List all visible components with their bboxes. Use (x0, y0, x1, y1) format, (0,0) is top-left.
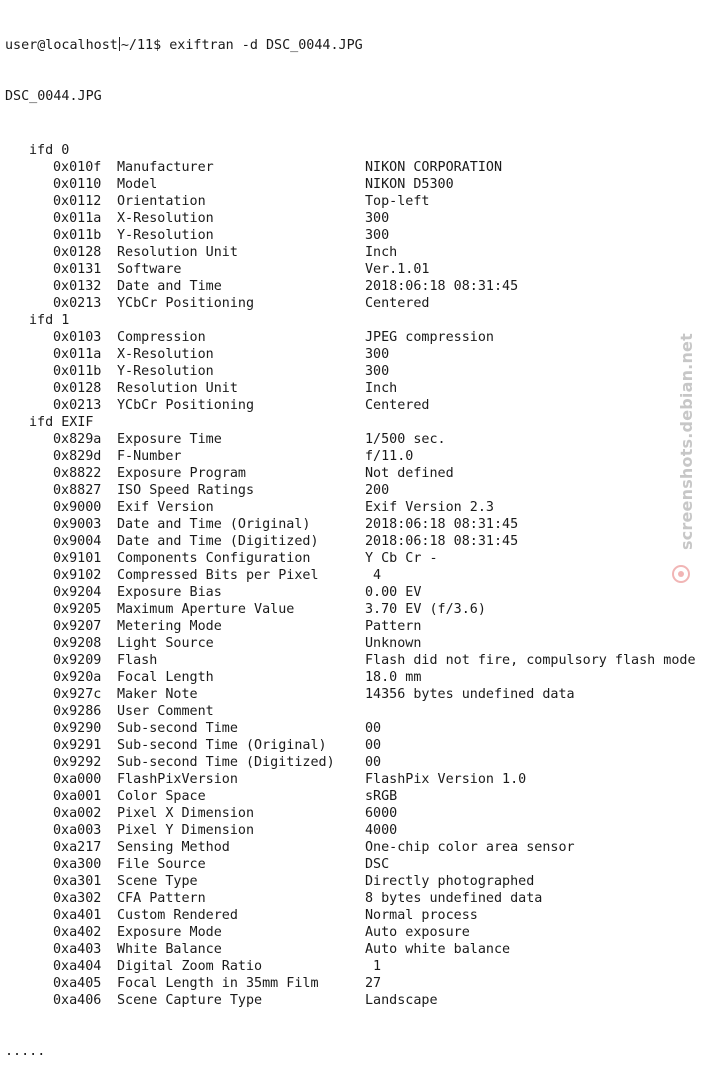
tag-name: ISO Speed Ratings (117, 483, 255, 498)
exif-tag-row (0, 261, 702, 278)
tag-id: 0xa300 (53, 857, 102, 872)
watermark (670, 333, 700, 590)
tag-name: Color Space (117, 789, 206, 804)
exif-tag-row (0, 822, 702, 839)
tag-name: X-Resolution (117, 211, 214, 226)
exif-tag-row (0, 499, 702, 516)
tag-name: Components Configuration (117, 551, 311, 566)
exif-tag-row (0, 397, 702, 414)
tag-id: 0x927c (53, 687, 102, 702)
tag-id: 0x8822 (53, 466, 102, 481)
tag-value: Exif Version 2.3 (365, 500, 494, 515)
exif-tag-row (0, 346, 702, 363)
ifd-section-header: ifd 0 (29, 143, 70, 158)
tag-value: One-chip color area sensor (365, 840, 575, 855)
exif-tag-row (0, 890, 702, 907)
tag-id: 0x0103 (53, 330, 102, 345)
tag-name: YCbCr Positioning (117, 296, 255, 311)
tag-value: 1 (365, 959, 382, 974)
tag-value: Unknown (365, 636, 422, 651)
tag-name: Date and Time (Original) (117, 517, 311, 532)
exif-tag-row (0, 465, 702, 482)
tag-name: Resolution Unit (117, 245, 238, 260)
exif-tag-row (0, 601, 702, 618)
tag-value: Centered (365, 398, 430, 413)
tag-id: 0xa404 (53, 959, 102, 974)
exif-tag-row (0, 941, 702, 958)
tag-name: Y-Resolution (117, 364, 214, 379)
tag-name: Model (117, 177, 158, 192)
tag-value: Not defined (365, 466, 454, 481)
tag-name: Scene Capture Type (117, 993, 263, 1008)
tag-value: 200 (365, 483, 390, 498)
tag-name: Focal Length (117, 670, 214, 685)
tag-id: 0x0128 (53, 381, 102, 396)
tag-name: Digital Zoom Ratio (117, 959, 263, 974)
tag-id: 0x9209 (53, 653, 102, 668)
exif-tag-row (0, 278, 702, 295)
exif-tag-row (0, 431, 702, 448)
tag-value: Pattern (365, 619, 422, 634)
tag-id: 0x9292 (53, 755, 102, 770)
tag-name: Compression (117, 330, 206, 345)
exif-tag-row (0, 958, 702, 975)
exif-tag-row (0, 193, 702, 210)
tag-name: Exposure Time (117, 432, 222, 447)
tag-value: Top-left (365, 194, 430, 209)
tag-id: 0x0128 (53, 245, 102, 260)
tag-value: 8 bytes undefined data (365, 891, 543, 906)
tag-value: 2018:06:18 08:31:45 (365, 534, 519, 549)
exif-tag-row (0, 652, 702, 669)
tag-id: 0xa002 (53, 806, 102, 821)
tag-name: Exposure Bias (117, 585, 222, 600)
tag-name: X-Resolution (117, 347, 214, 362)
tag-name: FlashPixVersion (117, 772, 238, 787)
tag-name: Date and Time (117, 279, 222, 294)
exif-tag-row (0, 839, 702, 856)
tag-name: Pixel X Dimension (117, 806, 255, 821)
tag-id: 0x9000 (53, 500, 102, 515)
exif-tag-row (0, 686, 702, 703)
tag-id: 0x0213 (53, 398, 102, 413)
tag-name: Resolution Unit (117, 381, 238, 396)
tag-value: 14356 bytes undefined data (365, 687, 575, 702)
tag-name: Sub-second Time (117, 721, 238, 736)
tag-id: 0xa302 (53, 891, 102, 906)
tag-id: 0xa000 (53, 772, 102, 787)
tag-name: Maker Note (117, 687, 198, 702)
exif-tag-row (0, 669, 702, 686)
tag-id: 0x011a (53, 211, 102, 226)
tag-value: 00 (365, 755, 382, 770)
exif-tag-row (0, 635, 702, 652)
tag-id: 0x9207 (53, 619, 102, 634)
tag-value: Inch (365, 381, 398, 396)
tag-value: Directly photographed (365, 874, 535, 889)
exif-tag-row (0, 380, 702, 397)
tag-value: Landscape (365, 993, 438, 1008)
exif-tag-row (0, 482, 702, 499)
tag-name: Date and Time (Digitized) (117, 534, 319, 549)
tag-name: Exposure Program (117, 466, 246, 481)
tag-value: Auto white balance (365, 942, 511, 957)
tag-id: 0x0110 (53, 177, 102, 192)
tag-id: 0x920a (53, 670, 102, 685)
exif-tag-row (0, 873, 702, 890)
exif-tag-row (0, 924, 702, 941)
tag-id: 0xa406 (53, 993, 102, 1008)
tag-id: 0xa401 (53, 908, 102, 923)
tag-name: F-Number (117, 449, 182, 464)
tag-value: 300 (365, 228, 390, 243)
tag-id: 0x9101 (53, 551, 102, 566)
tag-value: sRGB (365, 789, 398, 804)
prompt-command: ~/11$ exiftran -d DSC_0044.JPG (120, 38, 363, 53)
exif-tag-row (0, 771, 702, 788)
tag-value: 1/500 sec. (365, 432, 446, 447)
tag-name: User Comment (117, 704, 214, 719)
tag-value: 0.00 EV (365, 585, 422, 600)
tag-name: Y-Resolution (117, 228, 214, 243)
tag-id: 0x9290 (53, 721, 102, 736)
tag-id: 0x011b (53, 364, 102, 379)
tag-name: Compressed Bits per Pixel (117, 568, 319, 583)
exif-tag-row (0, 329, 702, 346)
tag-value: 27 (365, 976, 382, 991)
tag-value: Centered (365, 296, 430, 311)
exif-tag-row (0, 295, 702, 312)
tag-id: 0x9286 (53, 704, 102, 719)
exif-tag-row (0, 244, 702, 261)
tag-name: Maximum Aperture Value (117, 602, 295, 617)
tag-value: 300 (365, 211, 390, 226)
tag-name: White Balance (117, 942, 222, 957)
tag-name: Sub-second Time (Original) (117, 738, 327, 753)
tag-id: 0x0131 (53, 262, 102, 277)
tag-id: 0xa217 (53, 840, 102, 855)
exif-tag-row (0, 159, 702, 176)
tag-id: 0x011a (53, 347, 102, 362)
exif-tag-row (0, 975, 702, 992)
tag-value: f/11.0 (365, 449, 414, 464)
tag-name: CFA Pattern (117, 891, 206, 906)
tag-name: Scene Type (117, 874, 198, 889)
tag-value: 4000 (365, 823, 398, 838)
exif-tag-row (0, 516, 702, 533)
exif-tag-row (0, 584, 702, 601)
tag-value: NIKON D5300 (365, 177, 454, 192)
tag-id: 0x9208 (53, 636, 102, 651)
ifd-section-header: ifd EXIF (29, 415, 94, 430)
exif-tag-row (0, 720, 702, 737)
exif-tag-row (0, 363, 702, 380)
tag-id: 0xa405 (53, 976, 102, 991)
tag-id: 0x9102 (53, 568, 102, 583)
tag-value: Inch (365, 245, 398, 260)
tag-id: 0xa001 (53, 789, 102, 804)
tag-name: Software (117, 262, 182, 277)
exif-tag-row (0, 907, 702, 924)
tag-name: Manufacturer (117, 160, 214, 175)
output-ellipsis: ..... (5, 1044, 46, 1059)
exif-tag-row (0, 618, 702, 635)
tag-id: 0x9004 (53, 534, 102, 549)
tag-name: YCbCr Positioning (117, 398, 255, 413)
tag-name: Flash (117, 653, 158, 668)
tag-id: 0x9204 (53, 585, 102, 600)
exif-tag-row (0, 856, 702, 873)
exif-tag-row (0, 176, 702, 193)
prompt-user-host: user@localhost (5, 38, 118, 53)
watermark-text: screenshots.debian.net (677, 333, 696, 550)
tag-name: File Source (117, 857, 206, 872)
tag-name: Exif Version (117, 500, 214, 515)
exif-tag-row (0, 703, 702, 720)
tag-value: 2018:06:18 08:31:45 (365, 279, 519, 294)
tag-name: Orientation (117, 194, 206, 209)
tag-id: 0x9003 (53, 517, 102, 532)
tag-value: 00 (365, 721, 382, 736)
tag-id: 0x0213 (53, 296, 102, 311)
file-name-line: DSC_0044.JPG (5, 89, 102, 104)
tag-id: 0x9205 (53, 602, 102, 617)
exif-tag-row (0, 210, 702, 227)
tag-value: 3.70 EV (f/3.6) (365, 602, 486, 617)
debian-swirl-icon (672, 565, 690, 583)
exif-tag-row (0, 754, 702, 771)
tag-value: 300 (365, 364, 390, 379)
tag-value: 300 (365, 347, 390, 362)
tag-id: 0x8827 (53, 483, 102, 498)
tag-name: Sensing Method (117, 840, 230, 855)
tag-value: 18.0 mm (365, 670, 422, 685)
tag-id: 0x829a (53, 432, 102, 447)
exif-output (0, 142, 702, 1009)
tag-id: 0x9291 (53, 738, 102, 753)
exif-tag-row (0, 227, 702, 244)
tag-value: Flash did not fire, compulsory flash mode (365, 653, 696, 668)
exif-tag-row (0, 550, 702, 567)
tag-value: 00 (365, 738, 382, 753)
tag-value: 6000 (365, 806, 398, 821)
tag-name: Custom Rendered (117, 908, 238, 923)
tag-value: NIKON CORPORATION (365, 160, 503, 175)
tag-value: FlashPix Version 1.0 (365, 772, 527, 787)
command-prompt-line (0, 37, 702, 54)
tag-id: 0xa301 (53, 874, 102, 889)
tag-id: 0xa403 (53, 942, 102, 957)
exif-tag-row (0, 533, 702, 550)
tag-id: 0x011b (53, 228, 102, 243)
tag-value: JPEG compression (365, 330, 494, 345)
tag-id: 0x829d (53, 449, 102, 464)
tag-name: Light Source (117, 636, 214, 651)
exif-tag-row (0, 567, 702, 584)
tag-id: 0x0132 (53, 279, 102, 294)
exif-tag-row (0, 805, 702, 822)
tag-id: 0x010f (53, 160, 102, 175)
tag-value: 2018:06:18 08:31:45 (365, 517, 519, 532)
tag-id: 0x0112 (53, 194, 102, 209)
exif-tag-row (0, 788, 702, 805)
exif-tag-row (0, 737, 702, 754)
tag-name: Focal Length in 35mm Film (117, 976, 319, 991)
tag-name: Pixel Y Dimension (117, 823, 255, 838)
tag-value: 4 (365, 568, 382, 583)
exif-tag-row (0, 448, 702, 465)
tag-name: Metering Mode (117, 619, 222, 634)
tag-id: 0xa003 (53, 823, 102, 838)
tag-value: DSC (365, 857, 390, 872)
tag-value: Y Cb Cr - (365, 551, 438, 566)
tag-value: Auto exposure (365, 925, 470, 940)
tag-id: 0xa402 (53, 925, 102, 940)
tag-name: Sub-second Time (Digitized) (117, 755, 335, 770)
tag-value: Ver.1.01 (365, 262, 430, 277)
tag-name: Exposure Mode (117, 925, 222, 940)
text-cursor (119, 37, 120, 51)
tag-value: Normal process (365, 908, 478, 923)
ifd-section-header: ifd 1 (29, 313, 70, 328)
exif-tag-row (0, 992, 702, 1009)
